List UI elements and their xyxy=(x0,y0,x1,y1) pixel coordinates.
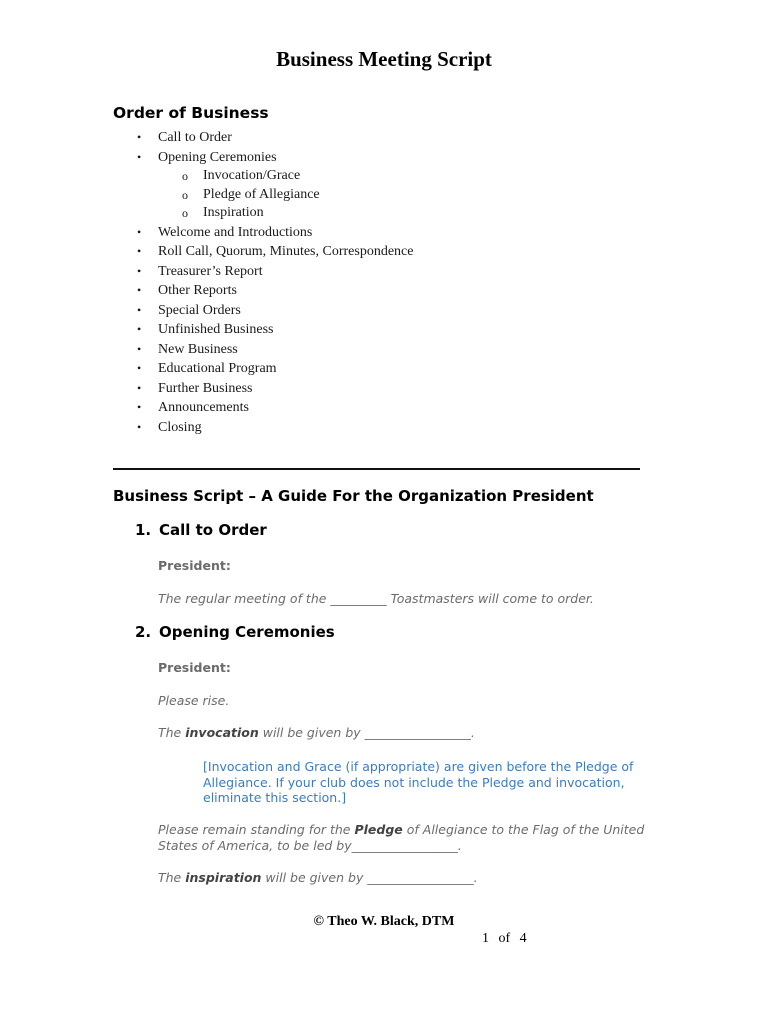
bullet-icon: • xyxy=(137,149,142,164)
list-item: • New Business xyxy=(137,340,413,360)
list-item: • Treasurer’s Report xyxy=(137,262,413,282)
bullet-icon: • xyxy=(137,419,142,434)
step-number: 1. xyxy=(135,521,152,539)
circle-bullet-icon: o xyxy=(182,169,188,183)
bullet-icon: • xyxy=(137,400,142,414)
list-item: • Welcome and Introductions xyxy=(137,223,413,243)
bullet-icon: • xyxy=(137,322,142,336)
bullet-icon: • xyxy=(137,380,142,395)
editor-note: [Invocation and Grace (if appropriate) are given before the Pledge of Allegiance. If your club does not include the Pledge and invocation, eliminate this section.] xyxy=(203,759,634,805)
list-item: • Further Business xyxy=(137,379,413,399)
bullet-icon: • xyxy=(137,263,142,278)
document-title: Business Meeting Script xyxy=(276,47,492,71)
script-line-invocation: The invocation will be given by _________________. xyxy=(158,725,475,740)
script-line-pledge: Please remain standing for the Pledge of Allegiance to the Flag of the United States of America, to be led by_________________. xyxy=(158,822,645,853)
page-number: 1 of 4 xyxy=(482,931,527,946)
step-number: 2. xyxy=(135,623,152,641)
bullet-icon: • xyxy=(137,283,142,297)
bullet-icon: • xyxy=(137,302,142,317)
step-heading-call-to-order: 1. Call to Order xyxy=(135,521,267,539)
speaker-role: President: xyxy=(158,660,231,675)
bullet-icon: • xyxy=(137,361,142,375)
opening-ceremonies-sublist xyxy=(158,167,413,223)
script-line: The regular meeting of the _________ Toastmasters will come to order. xyxy=(158,591,594,606)
list-item: • Opening Ceremonies o Invocation/Grace o Pledge of Allegiance o Inspiration xyxy=(137,148,413,223)
step-heading-opening-ceremonies: 2. Opening Ceremonies xyxy=(135,623,335,641)
bullet-icon: • xyxy=(137,130,142,144)
list-item: • Roll Call, Quorum, Minutes, Correspondence xyxy=(137,242,413,262)
list-item: • Unfinished Business xyxy=(137,320,413,340)
script-line-inspiration: The inspiration will be given by _________________. xyxy=(158,870,478,885)
list-item: • Announcements xyxy=(137,398,413,418)
list-item: • Other Reports xyxy=(137,281,413,301)
business-script-heading: Business Script – A Guide For the Organization President xyxy=(113,487,594,505)
order-of-business-heading: Order of Business xyxy=(113,104,269,122)
bullet-icon: • xyxy=(137,244,142,258)
circle-bullet-icon: o xyxy=(182,206,188,220)
script-line: Please rise. xyxy=(158,693,230,708)
bullet-icon: • xyxy=(137,224,142,239)
list-item: • Closing xyxy=(137,418,413,438)
speaker-role: President: xyxy=(158,558,231,573)
sub-list-item: o Invocation/Grace xyxy=(158,167,413,186)
sub-list-item: o Pledge of Allegiance xyxy=(158,186,413,205)
footer-author: © Theo W. Black, DTM xyxy=(313,914,455,929)
list-item: • Educational Program xyxy=(137,359,413,379)
order-of-business-list xyxy=(137,128,413,437)
sub-list-item: o Inspiration xyxy=(158,204,413,223)
list-item: • Call to Order xyxy=(137,128,413,148)
bullet-icon: • xyxy=(137,341,142,356)
list-item: • Special Orders xyxy=(137,301,413,321)
horizontal-divider xyxy=(113,468,640,470)
circle-bullet-icon: o xyxy=(182,187,188,202)
